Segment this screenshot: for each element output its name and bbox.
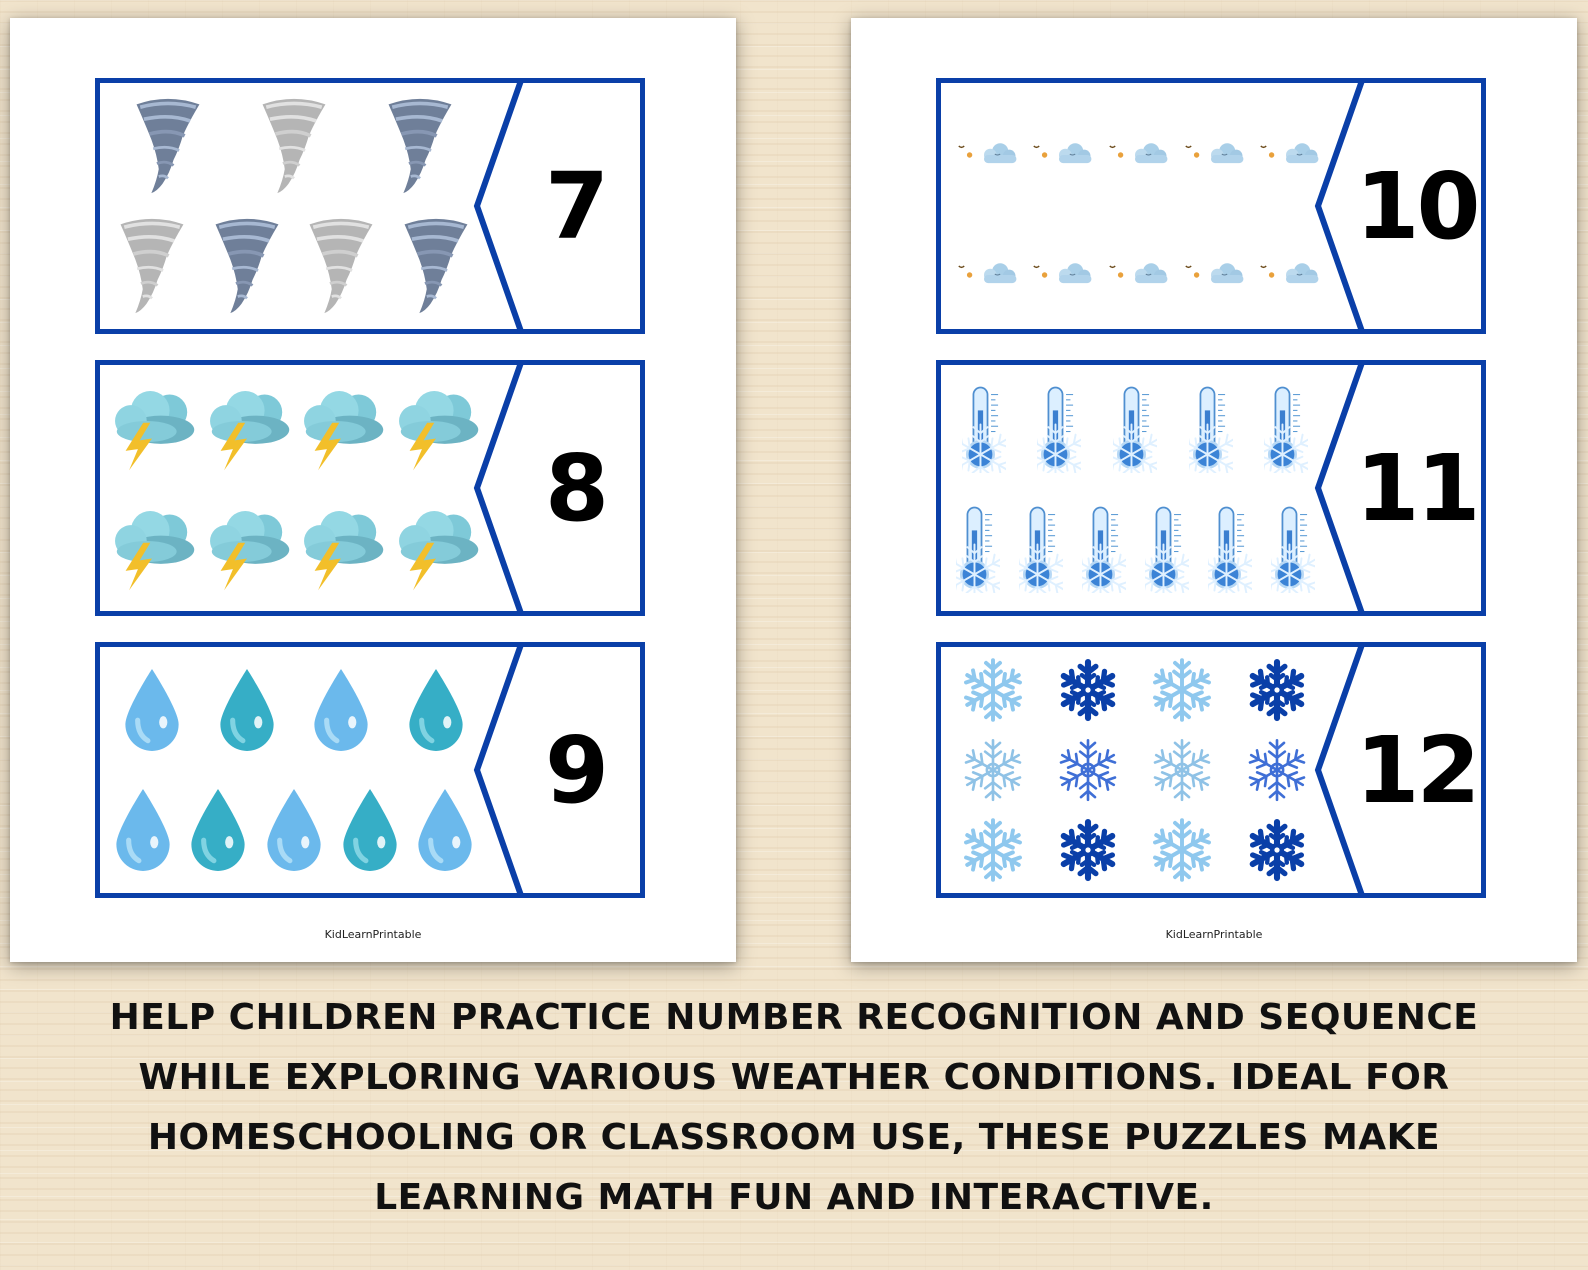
snowflake-icon — [1242, 815, 1312, 885]
thermometer-icon — [1208, 503, 1252, 593]
moon-cloud-icon — [1175, 110, 1247, 182]
icon-row — [946, 815, 1324, 885]
thermometer-icon — [956, 503, 1000, 593]
storm-cloud-icon — [297, 384, 385, 472]
tornado-icon — [115, 215, 189, 317]
raindrop-icon — [414, 787, 476, 873]
thermometer-icon — [1189, 383, 1233, 473]
storm-cloud-icon — [392, 504, 480, 592]
puzzle-card[interactable] — [936, 360, 1486, 616]
snowflake-icon — [1147, 655, 1217, 725]
page-footer: KidLearnPrintable — [324, 928, 422, 941]
tornado-icon — [210, 215, 284, 317]
moon-cloud-icon — [1023, 110, 1095, 182]
worksheet-page-right — [851, 18, 1577, 962]
thermometer-icon — [962, 383, 1006, 473]
tornado-icon — [131, 95, 205, 197]
snowflake-icon — [958, 735, 1028, 805]
card-number: 9 — [544, 716, 606, 824]
storm-cloud-icon — [297, 504, 385, 592]
storm-cloud-icon — [108, 384, 196, 472]
icon-row — [946, 383, 1324, 473]
card-number: 10 — [1355, 152, 1478, 260]
snowflake-icon — [1242, 655, 1312, 725]
card-number: 7 — [544, 152, 606, 260]
moon-cloud-icon — [1023, 230, 1095, 302]
moon-cloud-icon — [1250, 110, 1322, 182]
puzzle-card[interactable] — [95, 360, 645, 616]
icon-row — [105, 95, 483, 197]
storm-cloud-icon — [203, 504, 291, 592]
icon-row — [946, 735, 1324, 805]
raindrop-icon — [405, 667, 467, 753]
moon-cloud-icon — [1099, 110, 1171, 182]
icon-group — [946, 368, 1324, 608]
page-footer: KidLearnPrintable — [1165, 928, 1263, 941]
puzzle-card[interactable] — [936, 78, 1486, 334]
icon-row — [105, 504, 483, 592]
icon-group — [105, 86, 483, 326]
moon-cloud-icon — [1175, 230, 1247, 302]
snowflake-icon — [958, 815, 1028, 885]
raindrop-icon — [112, 787, 174, 873]
puzzle-card[interactable] — [936, 642, 1486, 898]
icon-group — [946, 86, 1324, 326]
icon-row — [105, 215, 483, 317]
thermometer-icon — [1271, 503, 1315, 593]
snowflake-icon — [1147, 815, 1217, 885]
promo-caption: HELP CHILDREN PRACTICE NUMBER RECOGNITION AND SEQUENCE WHILE EXPLORING VARIOUS WEATHER CONDITIONS. IDEAL FOR HOMESCHOOLING OR CLASSROOM USE, THESE PUZZLES MAKE LEARNING MATH FUN AND INTERACTIVE. — [109, 997, 1479, 1218]
icon-group — [105, 368, 483, 608]
raindrop-icon — [216, 667, 278, 753]
raindrop-icon — [187, 787, 249, 873]
snowflake-icon — [1053, 815, 1123, 885]
raindrop-icon — [310, 667, 372, 753]
icon-row — [946, 110, 1324, 182]
moon-cloud-icon — [948, 110, 1020, 182]
thermometer-icon — [1264, 383, 1308, 473]
snowflake-icon — [1242, 735, 1312, 805]
tornado-icon — [383, 95, 457, 197]
icon-row — [105, 787, 483, 873]
puzzle-card[interactable] — [95, 78, 645, 334]
snowflake-icon — [958, 655, 1028, 725]
icon-row — [105, 667, 483, 753]
icon-group — [946, 650, 1324, 890]
tornado-icon — [399, 215, 473, 317]
icon-row — [105, 384, 483, 472]
thermometer-icon — [1113, 383, 1157, 473]
storm-cloud-icon — [108, 504, 196, 592]
puzzle-card[interactable] — [95, 642, 645, 898]
tornado-icon — [257, 95, 331, 197]
storm-cloud-icon — [203, 384, 291, 472]
thermometer-icon — [1082, 503, 1126, 593]
raindrop-icon — [339, 787, 401, 873]
moon-cloud-icon — [1099, 230, 1171, 302]
raindrop-icon — [263, 787, 325, 873]
tornado-icon — [304, 215, 378, 317]
raindrop-icon — [121, 667, 183, 753]
snowflake-icon — [1053, 735, 1123, 805]
icon-row — [946, 655, 1324, 725]
card-number: 11 — [1355, 434, 1478, 542]
snowflake-icon — [1053, 655, 1123, 725]
thermometer-icon — [1145, 503, 1189, 593]
thermometer-icon — [1037, 383, 1081, 473]
storm-cloud-icon — [392, 384, 480, 472]
icon-row — [946, 230, 1324, 302]
icon-row — [946, 503, 1324, 593]
snowflake-icon — [1147, 735, 1217, 805]
moon-cloud-icon — [1250, 230, 1322, 302]
card-number: 12 — [1355, 716, 1478, 824]
worksheet-page-left — [10, 18, 736, 962]
moon-cloud-icon — [948, 230, 1020, 302]
card-number: 8 — [544, 434, 606, 542]
thermometer-icon — [1019, 503, 1063, 593]
icon-group — [105, 650, 483, 890]
